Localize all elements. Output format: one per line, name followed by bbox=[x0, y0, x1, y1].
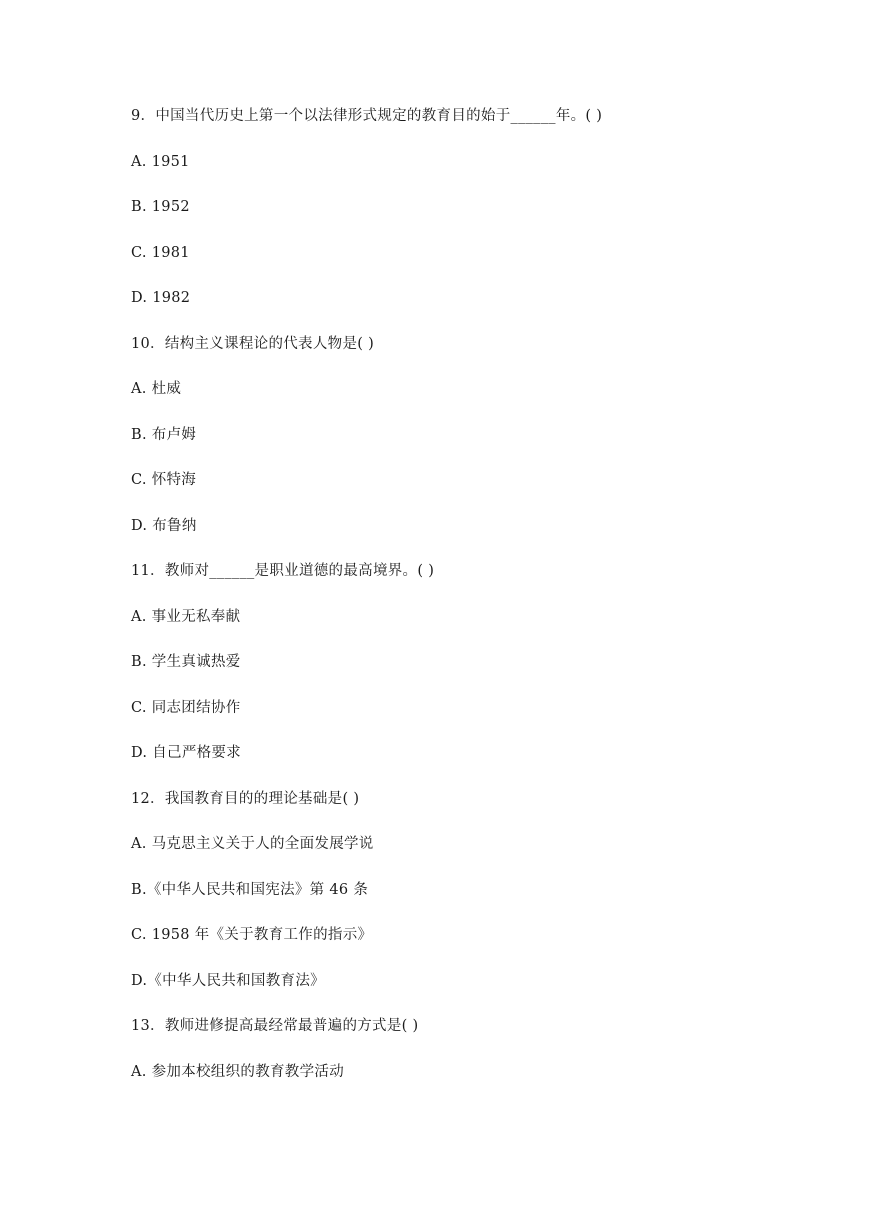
question-10-option-c: C. 怀特海 bbox=[131, 472, 197, 488]
question-12-option-c: C. 1958 年《关于教育工作的指示》 bbox=[131, 927, 373, 943]
question-11-option-a: A. 事业无私奉献 bbox=[131, 608, 241, 625]
question-9-option-a: A. 1951 bbox=[131, 153, 190, 170]
question-10-option-d: D. 布鲁纳 bbox=[131, 517, 197, 534]
question-9-option-b: B. 1952 bbox=[131, 199, 190, 215]
question-list bbox=[131, 103, 791, 1104]
question-12-option-b: B.《中华人民共和国宪法》第 46 条 bbox=[131, 881, 369, 898]
question-12-option-a: A. 马克思主义关于人的全面发展学说 bbox=[131, 836, 374, 852]
question-9-option-d: D. 1982 bbox=[131, 290, 191, 306]
question-10-stem: 10．结构主义课程论的代表人物是( ) bbox=[131, 335, 375, 352]
question-10-option-b: B. 布卢姆 bbox=[131, 426, 197, 443]
question-12-stem: 12．我国教育目的的理论基础是( ) bbox=[131, 790, 360, 807]
question-11-option-d: D. 自己严格要求 bbox=[131, 745, 242, 761]
question-12-option-d: D.《中华人民共和国教育法》 bbox=[131, 972, 325, 989]
question-11-stem: 11．教师对______是职业道德的最高境界。( ) bbox=[131, 563, 435, 579]
question-13-option-a: A. 参加本校组织的教育教学活动 bbox=[131, 1063, 344, 1080]
question-11-option-b: B. 学生真诚热爱 bbox=[131, 654, 241, 670]
question-9-stem: 9．中国当代历史上第一个以法律形式规定的教育目的始于______年。( ) bbox=[131, 108, 603, 124]
question-11-option-c: C. 同志团结协作 bbox=[131, 699, 241, 716]
question-9-option-c: C. 1981 bbox=[131, 244, 190, 261]
question-13-stem: 13．教师进修提高最经常最普遍的方式是( ) bbox=[131, 1018, 419, 1034]
question-10-option-a: A. 杜威 bbox=[131, 381, 182, 397]
